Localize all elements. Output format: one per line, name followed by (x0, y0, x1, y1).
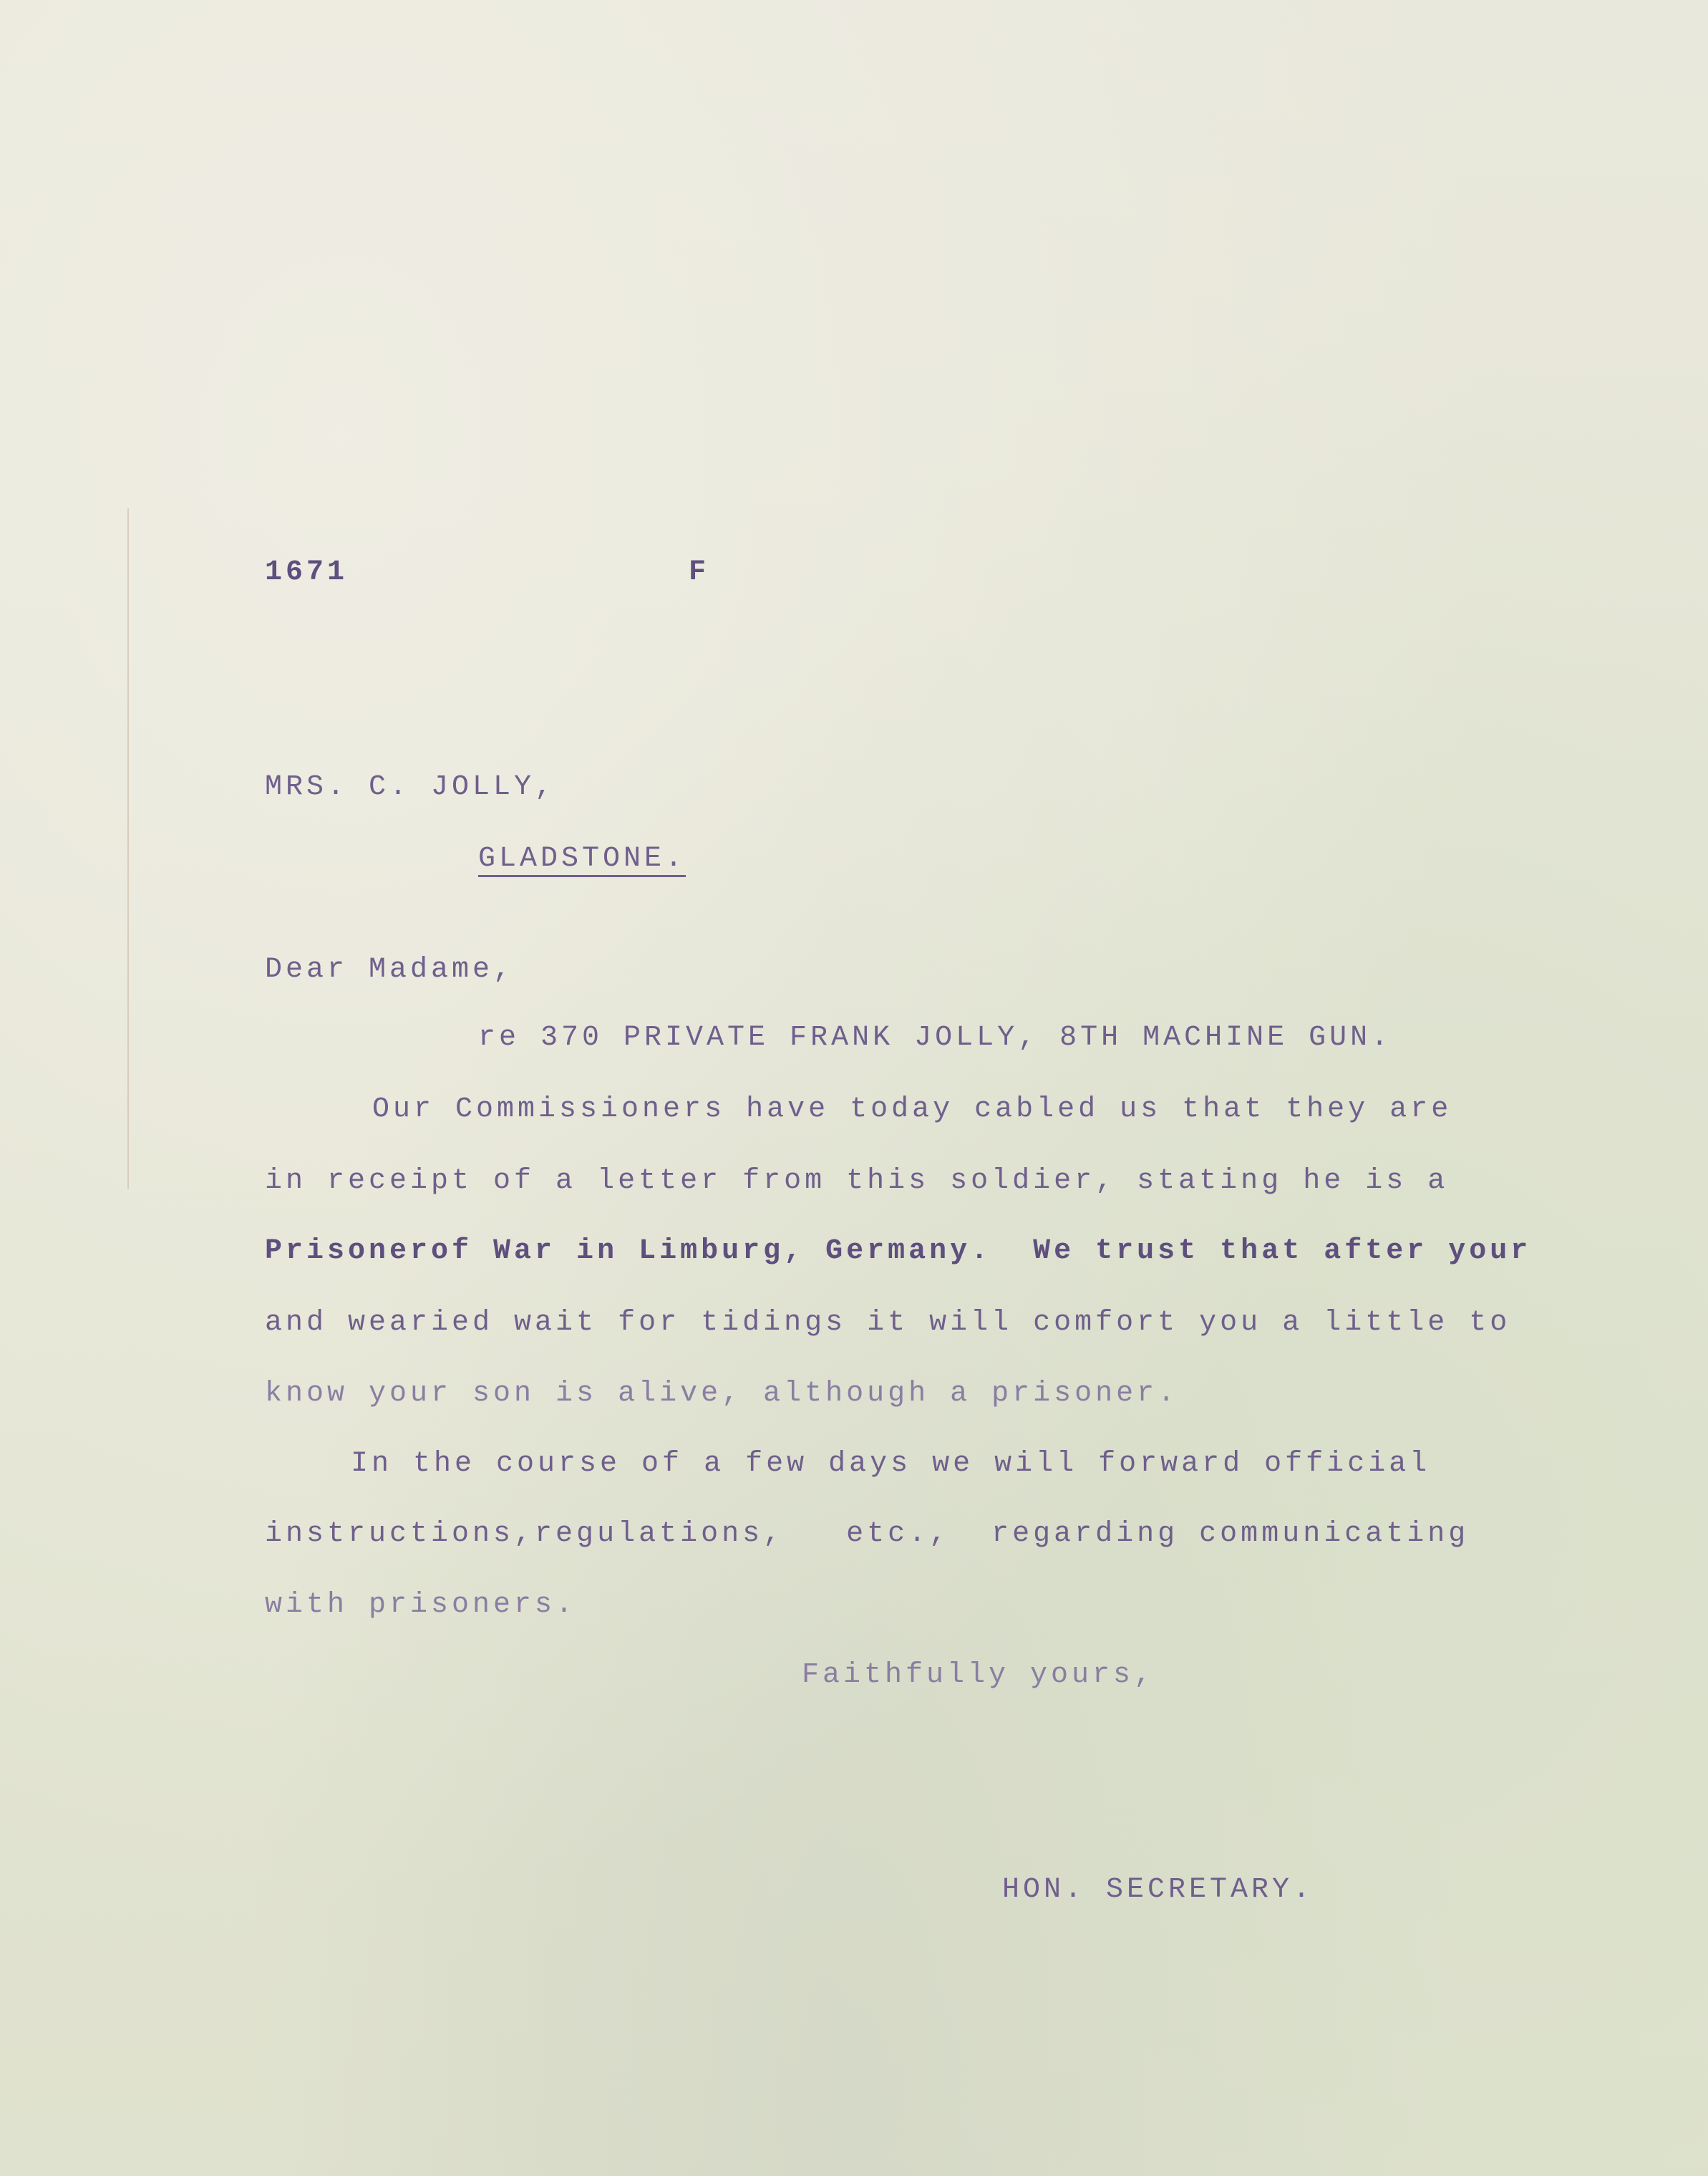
reference-number: 1671 (265, 556, 349, 589)
body-line-5: know your son is alive, although a prisoner. (265, 1378, 1179, 1410)
salutation: Dear Madame, (265, 954, 515, 986)
recipient-place: GLADSTONE. (478, 843, 686, 875)
closing: Faithfully yours, (802, 1659, 1155, 1691)
body-line-6: In the course of a few days we will forward official (351, 1448, 1431, 1480)
signature-title: HON. SECRETARY. (1002, 1874, 1314, 1906)
body-line-2: in receipt of a letter from this soldier, stating he is a (265, 1165, 1449, 1197)
body-line-8: with prisoners. (265, 1589, 577, 1621)
recipient-name: MRS. C. JOLLY, (265, 771, 556, 803)
body-line-4: and wearied wait for tidings it will comfort you a little to (265, 1307, 1511, 1339)
body-line-7: instructions,regulations, etc., regarding communicating (265, 1518, 1470, 1550)
body-line-3: Prisonerof War in Limburg, Germany. We trust that after your (265, 1235, 1532, 1267)
paper-crease (127, 508, 129, 1189)
reference-letter: F (689, 556, 710, 589)
subject-line: re 370 PRIVATE FRANK JOLLY, 8TH MACHINE GUN. (478, 1022, 1392, 1054)
recipient-place-underline (478, 875, 686, 877)
body-line-1: Our Commissioners have today cabled us that they are (372, 1093, 1452, 1126)
